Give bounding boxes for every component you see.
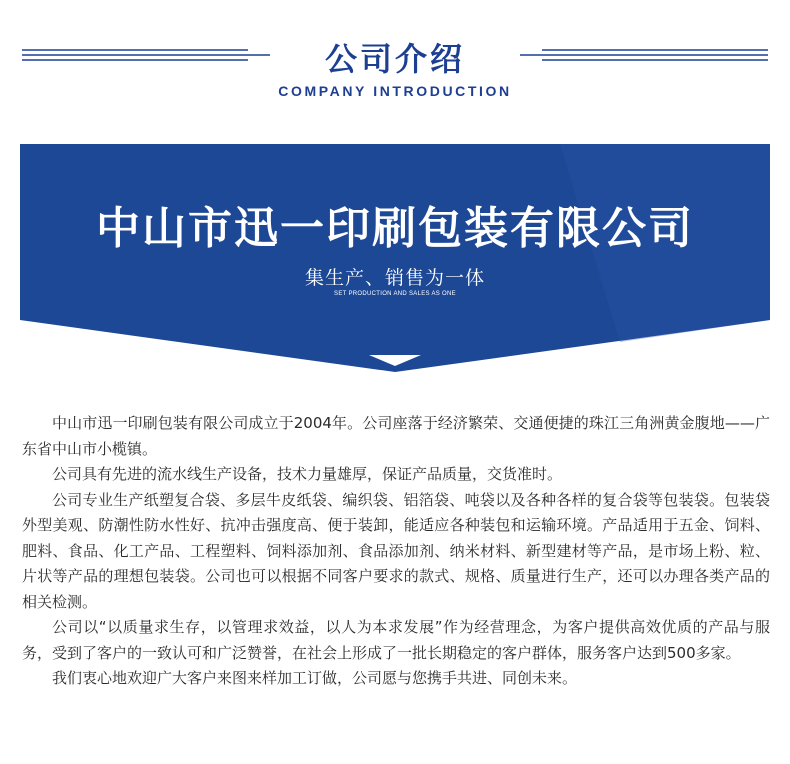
company-name: 中山市迅一印刷包装有限公司 — [96, 203, 694, 254]
company-introduction-text — [22, 411, 770, 692]
section-subtitle: COMPANY INTRODUCTION — [278, 83, 512, 99]
intro-paragraph: 公司以“以质量求生存，以管理求效益，以人为本求发展”作为经营理念，为客户提供高效优质的产品与服务，受到了客户的一致认可和广泛赞誉，在社会上形成了一批长期稳定的客户群体，服务客户达到500多家。 — [22, 618, 770, 662]
banner-background — [0, 140, 790, 380]
section-header — [0, 0, 790, 110]
intro-paragraph: 中山市迅一印刷包装有限公司成立于2004年。公司座落于经济繁荣、交通便捷的珠江三角洲黄金腹地——广东省中山市小榄镇。 — [22, 414, 770, 458]
banner-slogan: 集生产、销售为一体 — [304, 267, 485, 289]
company-banner — [0, 140, 790, 380]
intro-paragraph: 公司具有先进的流水线生产设备，技术力量雄厚，保证产品质量，交货准时。 — [52, 465, 563, 483]
banner-slogan-en: SET PRODUCTION AND SALES AS ONE — [334, 291, 456, 297]
intro-paragraph: 我们衷心地欢迎广大客户来图来样加工订做，公司愿与您携手共进、同创未来。 — [52, 669, 578, 687]
intro-paragraph: 公司专业生产纸塑复合袋、多层牛皮纸袋、编织袋、铝箔袋、吨袋以及各种各样的复合袋等包装袋。包装袋外型美观、防潮性防水性好、抗冲击强度高、便于装卸，能适应各种装包和运输环境。产品适用于五金、饲料、肥料、食品、化工产品、工程塑料、饲料添加剂、食品添加剂、纳米材料、新型建材等产品，是市场上粉、粒、片状等产品的理想包装袋。公司也可以根据不同客户要求的款式、规格、质量进行生产，还可以办理各类产品的相关检测。 — [22, 490, 770, 611]
section-title: 公司介绍 — [324, 40, 465, 78]
